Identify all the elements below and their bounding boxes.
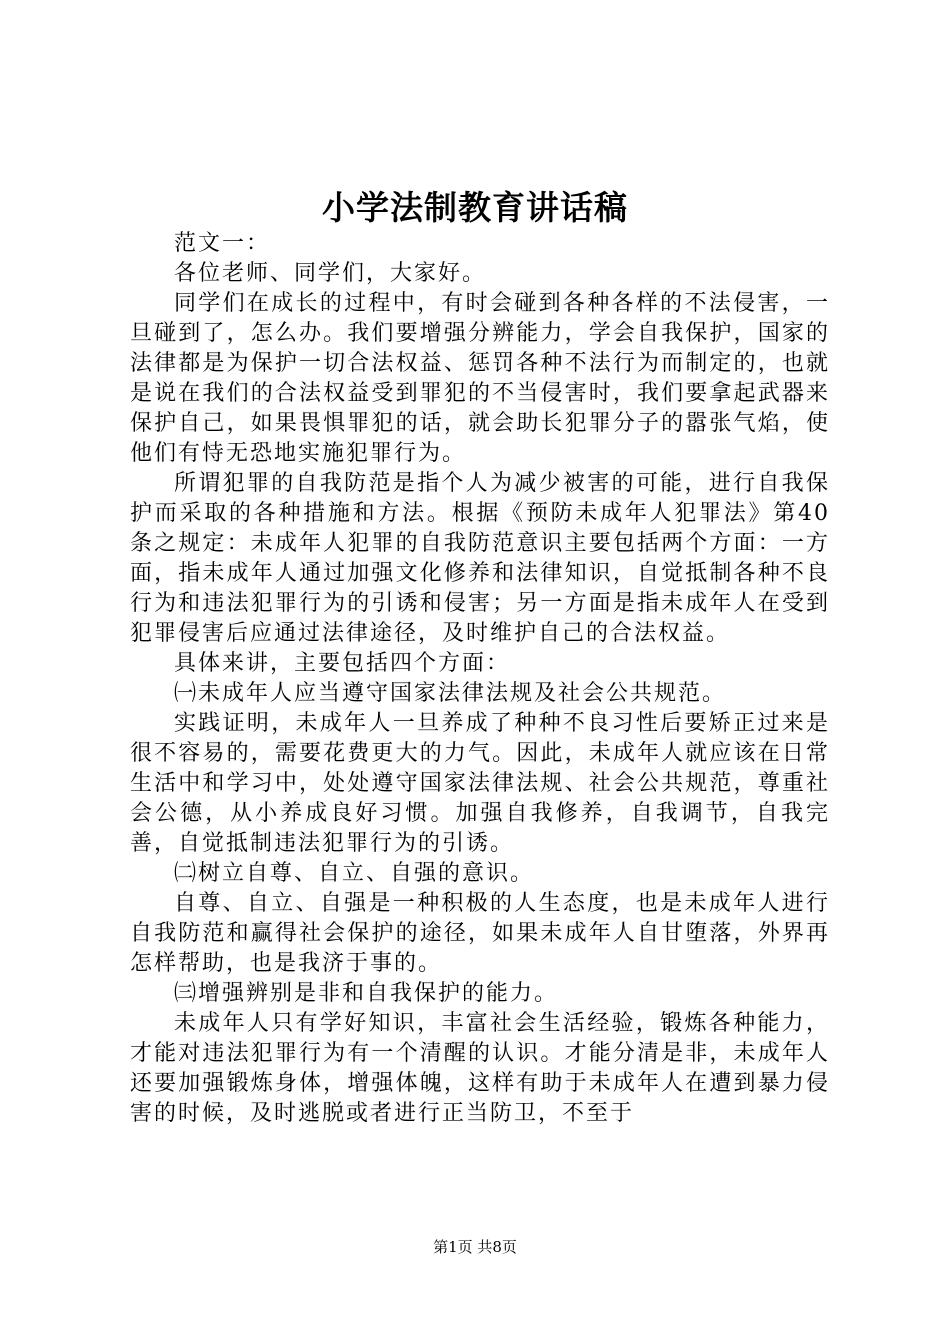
section-heading: ㈢增强辨别是非和自我保护的能力。 [174, 981, 559, 1006]
paragraph: 所谓犯罪的自我防范是指个人为减少被害的可能，进行自我保护而采取的各种措施和方法。根据《预防未成年人犯罪法》第40条之规定：未成年人犯罪的自我防范意识主要包括两个方面：一方面，指未成年人通过加强文化修养和法律知识，自觉抵制各种不良行为和违法犯罪行为的引诱和侵害；另一方面是指未成年人在受到犯罪侵害后应通过法律途径，及时维护自己的合法权益。 [130, 471, 830, 646]
document-title: 小学法制教育讲话稿 [322, 188, 628, 227]
paragraph: 同学们在成长的过程中，有时会碰到各种各样的不法侵害，一旦碰到了，怎么办。我们要增强分辨能力，学会自我保护，国家的法律都是为保护一切合法权益、惩罚各种不法行为而制定的，也就是说在我们的合法权益受到罪犯的不当侵害时，我们要拿起武器来保护自己，如果畏惧罪犯的话，就会助长犯罪分子的嚣张气焰，使他们有恃无恐地实施犯罪行为。 [130, 291, 830, 466]
paragraph-greeting: 各位老师、同学们，大家好。 [174, 261, 487, 286]
paragraph: 实践证明，未成年人一旦养成了种种不良习性后要矫正过来是很不容易的，需要花费更大的力气。因此，未成年人就应该在日常生活中和学习中，处处遵守国家法律法规、社会公共规范，尊重社会公德，从小养成良好习惯。加强自我修养，自我调节，自我完善，自觉抵制违法犯罪行为的引诱。 [130, 711, 830, 856]
page-number-footer: 第1页 共8页 [433, 1238, 517, 1256]
paragraph-heading: 范文一： [174, 231, 271, 256]
document-body [130, 229, 830, 1129]
paragraph: 具体来讲，主要包括四个方面： [174, 651, 511, 676]
paragraph: 未成年人只有学好知识，丰富社会生活经验，锻炼各种能力，才能对违法犯罪行为有一个清醒的认识。才能分清是非，未成年人还要加强锻炼身体，增强体魄，这样有助于未成年人在遭到暴力侵害的时候，及时逃脱或者进行正当防卫，不至于 [130, 1011, 830, 1126]
paragraph: 自尊、自立、自强是一种积极的人生态度，也是未成年人进行自我防范和赢得社会保护的途径，如果未成年人自甘堕落，外界再怎样帮助，也是我济于事的。 [130, 891, 830, 976]
section-heading: ㈠未成年人应当遵守国家法律法规及社会公共规范。 [174, 681, 727, 706]
section-heading: ㈡树立自尊、自立、自强的意识。 [174, 861, 535, 886]
